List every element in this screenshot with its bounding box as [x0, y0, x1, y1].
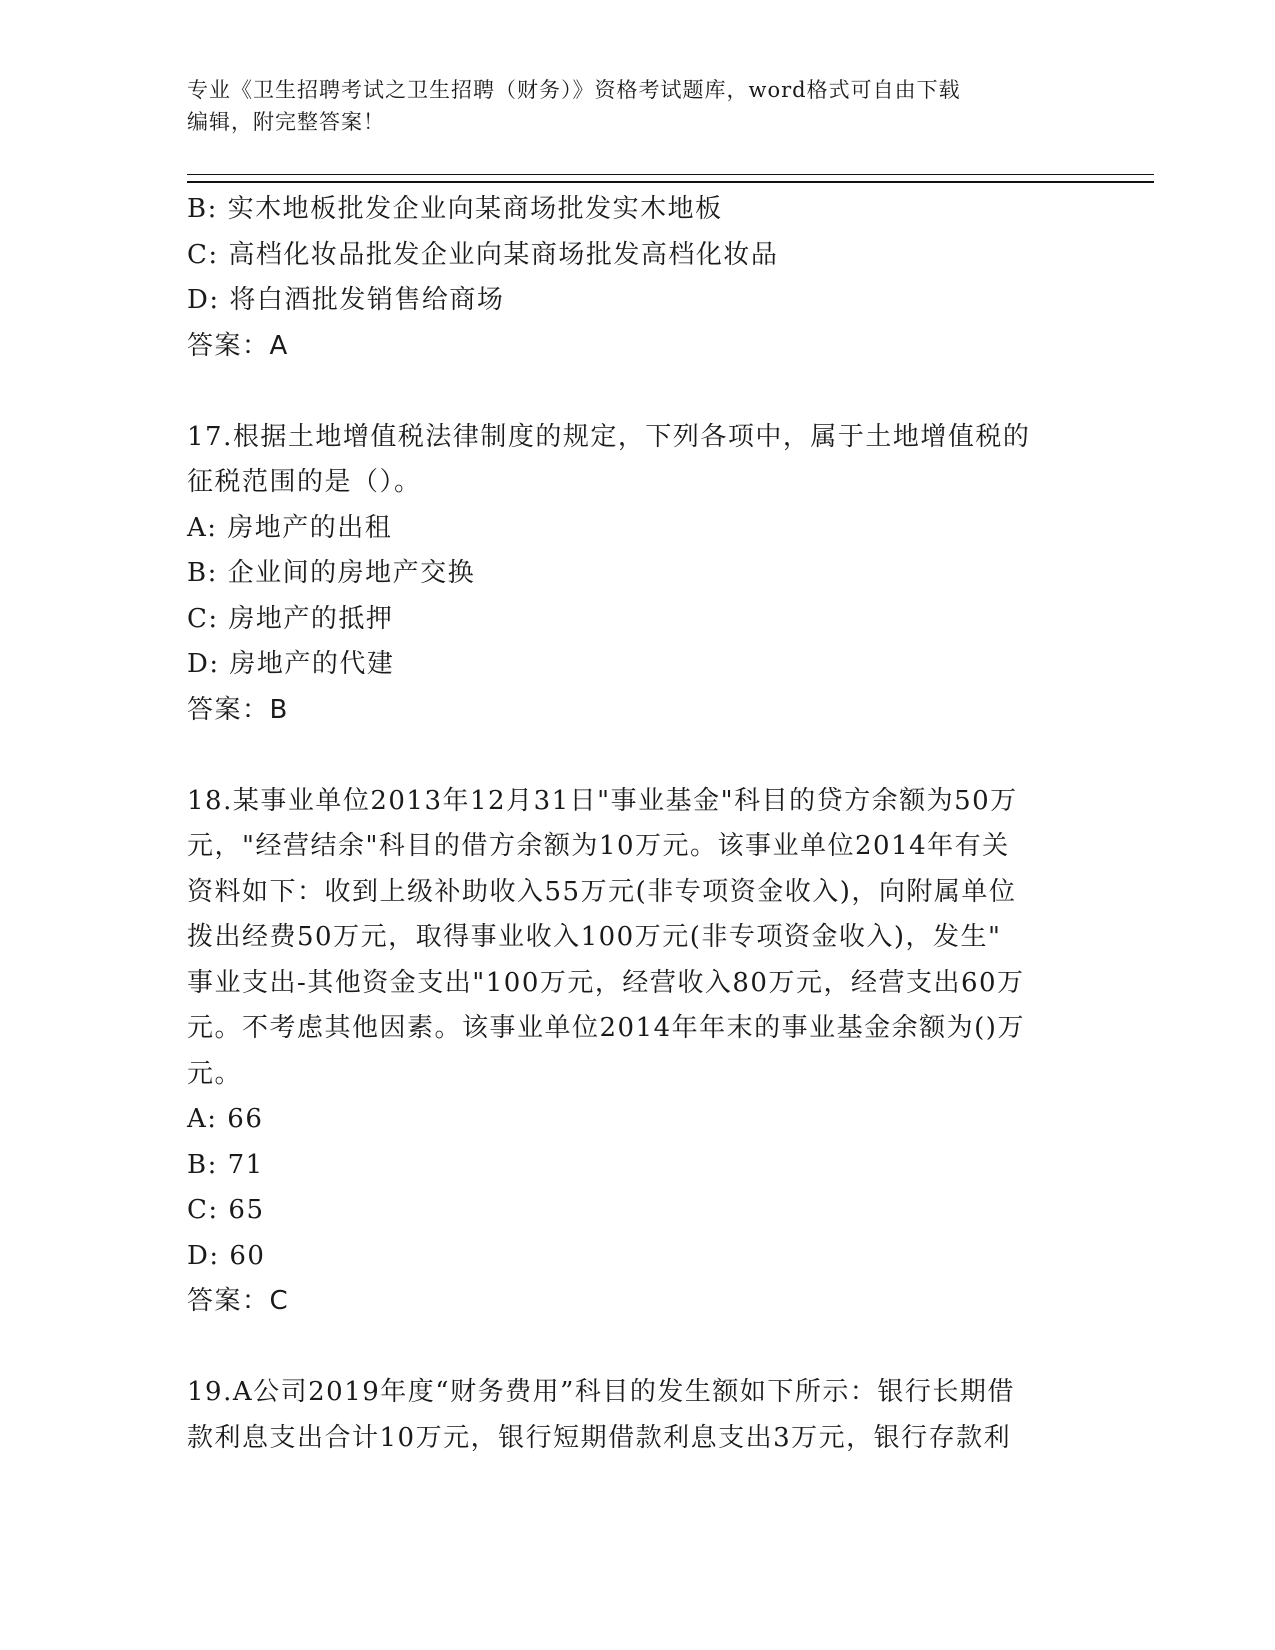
- q16-option-b: B: 实木地板批发企业向某商场批发实木地板: [187, 194, 723, 224]
- q18-stem-line: 拨出经费50万元，取得事业收入100万元(非专项资金收入)，发生": [187, 922, 1002, 952]
- q18-stem-line: 元。不考虑其他因素。该事业单位2014年年末的事业基金余额为()万: [187, 1013, 1025, 1043]
- question-content: [187, 187, 1087, 1461]
- header-line-1: 专业《卫生招聘考试之卫生招聘（财务）》资格考试题库，word格式可自由下载: [187, 78, 961, 102]
- q17-stem-line: 17.根据土地增值税法律制度的规定，下列各项中，属于土地增值税的: [187, 421, 1031, 452]
- q19-stem-line: 款利息支出合计10万元，银行短期借款利息支出3万元，银行存款利: [187, 1422, 1012, 1453]
- q18-stem-line: 元。: [187, 1058, 243, 1089]
- header-divider-thick: [187, 181, 1154, 183]
- q17-answer: 答案：B: [187, 694, 289, 725]
- question-18: [187, 779, 1087, 1325]
- q17-option-a: A: 房地产的出租: [187, 512, 393, 543]
- q18-option-a: A: 66: [187, 1104, 264, 1134]
- question-16: [187, 187, 1087, 369]
- spacer: [187, 733, 1087, 779]
- q17-option-c: C: 房地产的抵押: [187, 603, 394, 634]
- q18-answer: 答案：C: [187, 1286, 290, 1316]
- spacer: [187, 369, 1087, 415]
- header-line-2: 编辑，附完整答案！: [187, 110, 385, 134]
- header-divider-thin: [187, 174, 1154, 175]
- q19-stem-line: 19.A公司2019年度“财务费用”科目的发生额如下所示：银行长期借: [187, 1377, 1015, 1407]
- spacer: [187, 1325, 1087, 1371]
- document-header: [187, 74, 1087, 138]
- question-17: [187, 415, 1087, 734]
- q17-stem-line: 征税范围的是（）。: [187, 467, 422, 497]
- q16-option-d: D: 将白酒批发销售给商场: [187, 285, 505, 315]
- q18-option-c: C: 65: [187, 1195, 265, 1225]
- q18-option-b: B: 71: [187, 1149, 264, 1180]
- q18-option-d: D: 60: [187, 1240, 266, 1271]
- q18-stem-line: 18.某事业单位2013年12月31日"事业基金"科目的贷方余额为50万: [187, 785, 1018, 816]
- q18-stem-line: 资料如下：收到上级补助收入55万元(非专项资金收入)，向附属单位: [187, 876, 1017, 907]
- question-19: [187, 1370, 1087, 1461]
- q16-answer: 答案：A: [187, 330, 289, 361]
- q17-option-d: D: 房地产的代建: [187, 649, 395, 679]
- q18-stem-line: 事业支出-其他资金支出"100万元，经营收入80万元，经营支出60万: [187, 967, 1025, 998]
- q16-option-c: C: 高档化妆品批发企业向某商场批发高档化妆品: [187, 239, 779, 270]
- q17-option-b: B: 企业间的房地产交换: [187, 558, 476, 588]
- q18-stem-line: 元，"经营结余"科目的借方余额为10万元。该事业单位2014年有关: [187, 831, 1010, 861]
